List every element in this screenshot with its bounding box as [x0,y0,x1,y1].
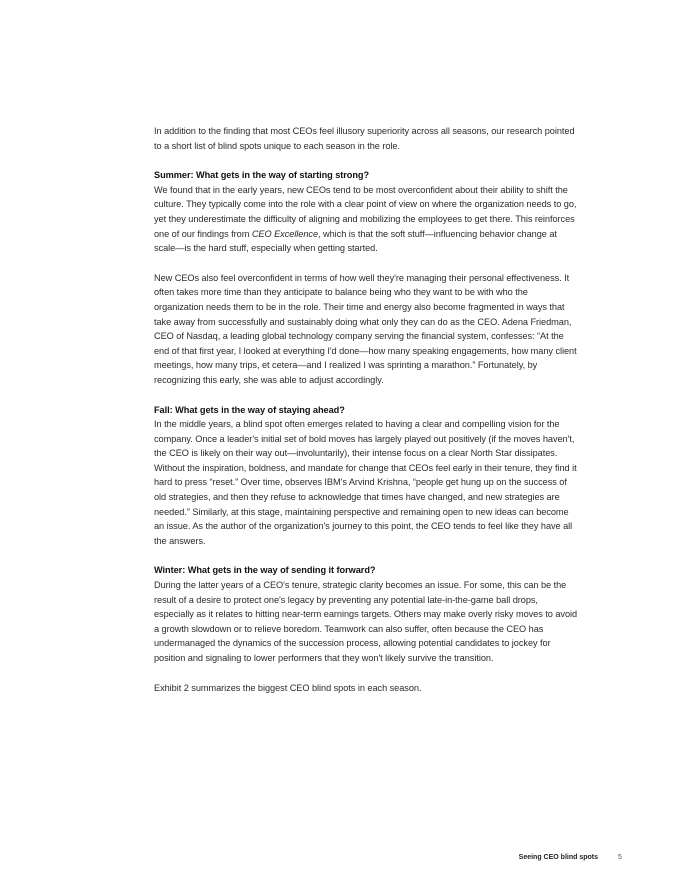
footer-document-title: Seeing CEO blind spots [518,854,598,861]
summer-paragraph-1 [154,183,578,256]
fall-heading: Fall: What gets in the way of staying ahead? [154,404,345,415]
summer-heading: Summer: What gets in the way of starting strong? [154,170,370,181]
intro-paragraph: In addition to the finding that most CEOs feel illusory superiority across all seasons, our research pointed to a short list of blind spots unique to each season in the role. [154,126,575,151]
book-title-ceo-excellence: CEO Excellence [251,228,319,239]
summer-paragraph-2: New CEOs also feel overconfident in terms of how well they're managing their personal effectiveness. It often takes more time than they anticipate to balance being who they want to be with who the organization needs them to be in the role. Their time and energy also become fragmented in ways that take away from successfully and sustainably doing what only they can do as the CEO. Adena Friedman, CEO of Nasdaq, a leading global technology company serving the financial system, confesses: “At the end of that first year, I looked at everything I'd done—how many speaking engagements, how many client meetings, how many trips, et cetera—and I realized I was sprinting a marathon.” Fortunately, by recognizing this early, she was able to adjust accordingly. [154,272,577,385]
summer-paragraph-1-text-b: , which is that the soft stuff—influencing behavior change at scale—is the hard stuff, especially when getting started. [154,228,557,254]
closing-paragraph: Exhibit 2 summarizes the biggest CEO blind spots in each season. [154,682,422,693]
article-body [154,124,578,695]
winter-paragraph-1: During the latter years of a CEO's tenure, strategic clarity becomes an issue. For some, this can be the result of a desire to protect one's legacy by preventing any potential late-in-the-game ball drops, especially as it relates to hitting near-term earnings targets. Others may make overly risky moves to avoid a growth slowdown or to relieve boredom. Teamwork can also suffer, often because the CEO has undermanaged the dynamics of the succession process, allowing potential candidates to jockey for position and signaling to lower performers that they won't likely survive the transition. [154,580,578,663]
fall-paragraph-1: In the middle years, a blind spot often emerges related to having a clear and compelling vision for the company. Once a leader's initial set of bold moves has largely played out positively (if the moves haven't, the CEO is likely on their way out—involuntarily), their intense focus on a clear North Star dissipates. Without the inspiration, boldness, and mandate for change that CEOs feel early in their tenure, they find it hard to press “reset.” Over time, observes IBM's Arvind Krishna, “people get hung up on the success of old strategies, and then they refuse to acknowledge that times have changed, and new strategies are needed.” Similarly, at this stage, maintaining perspective and remaining open to new ideas can become an issue. As the author of the organization's journey to this point, the CEO tends to feel like they have all the answers. [154,419,577,546]
winter-heading: Winter: What gets in the way of sending it forward? [154,565,376,576]
summer-paragraph-1-text-a: We found that in the early years, new CEOs tend to be most overconfident about their ability to shift the culture. They typically come into the role with a clear point of view on where the organization needs to go, yet they underestimate the difficulty of aligning and mobilizing the employees to get there. This reinforces one of our findings from [154,184,577,239]
page-number: 5 [618,854,622,861]
